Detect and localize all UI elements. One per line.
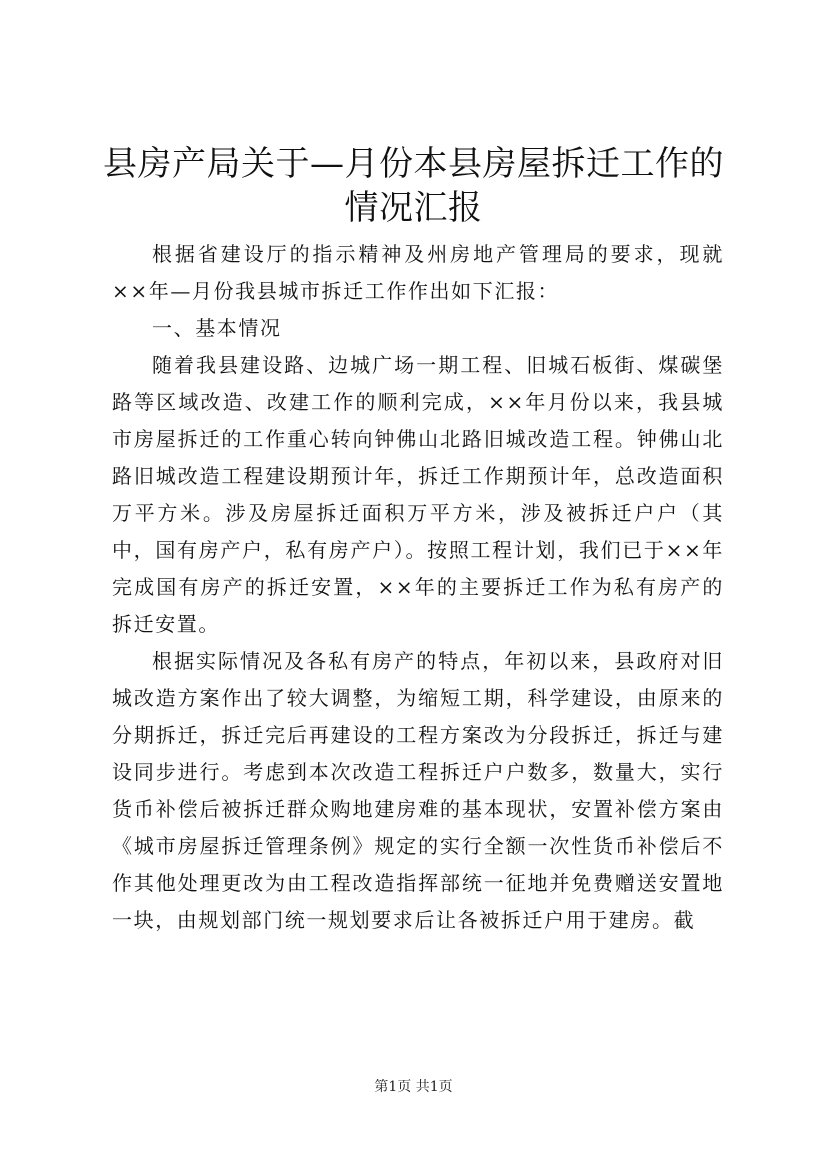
paragraph-intro: 根据省建设厅的指示精神及州房地产管理局的要求，现就××年—月份我县城市拆迁工作作出如下汇报： (112, 242, 724, 303)
paragraph-project-overview: 随着我县建设路、边城广场一期工程、旧城石板街、煤碳堡路等区域改造、改建工作的顺利完成，××年月份以来，我县城市房屋拆迁的工作重心转向钟佛山北路旧城改造工程。钟佛山北路旧城改造工程建设期预计年，拆迁工作期预计年，总改造面积万平方米。涉及房屋拆迁面积万平方米，涉及被拆迁户户（其中，国有房产户，私有房产户）。按照工程计划，我们已于××年完成国有房产的拆迁安置，××年的主要拆迁工作为私有房产的拆迁安置。 (112, 353, 724, 636)
section-heading-basic-situation: 一、基本情况 (152, 316, 282, 340)
paragraph-plan-adjustment: 根据实际情况及各私有房产的特点，年初以来，县政府对旧城改造方案作出了较大调整，为缩短工期，科学建设，由原来的分期拆迁，拆迁完后再建设的工程方案改为分段拆迁，拆迁与建设同步进行。考虑到本次改造工程拆迁户户数多，数量大，实行货币补偿后被拆迁群众购地建房难的基本现状，安置补偿方案由《城市房屋拆迁管理条例》规定的实行全额一次性货币补偿后不作其他处理更改为由工程改造指挥部统一征地并免费赠送安置地一块，由规划部门统一规划要求后让各被拆迁户用于建房。截 (112, 649, 724, 932)
document-body (112, 236, 724, 939)
page-number-footer: 第1页 共1页 (374, 1079, 453, 1095)
document-title: 县房产局关于—月份本县房屋拆迁工作的情况汇报 (103, 144, 724, 228)
